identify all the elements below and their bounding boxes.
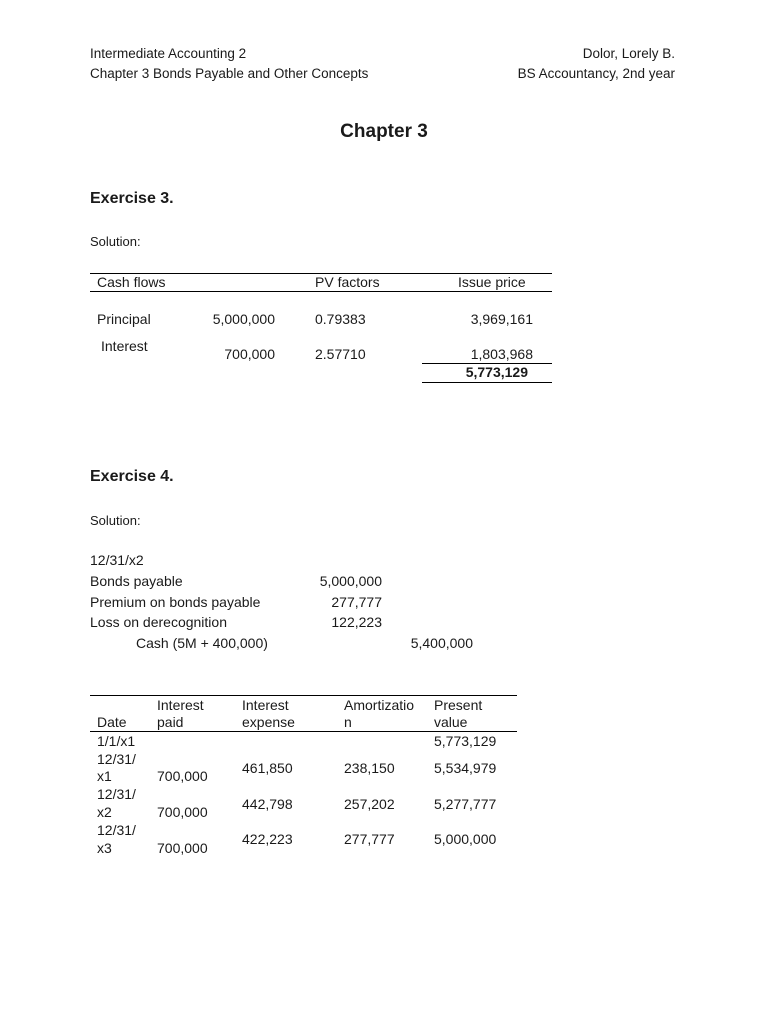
col-header-interest-expense-2: expense <box>242 714 295 730</box>
table-row-present-value: 5,277,777 <box>434 796 497 812</box>
table-row-amortization: 257,202 <box>344 796 395 812</box>
col-header-cash-flows: Cash flows <box>97 274 166 290</box>
table-row-amortization: 277,777 <box>344 831 395 847</box>
table-row-date-line2: x1 <box>97 768 112 784</box>
col-header-amortization-2: n <box>344 714 352 730</box>
table-row-date-line1: 12/31/ <box>97 786 136 802</box>
row-interest-factor: 2.57710 <box>315 346 366 362</box>
row-principal-label: Principal <box>97 311 151 327</box>
amort-table-header-rule <box>90 731 517 732</box>
exercise3-heading: Exercise 3. <box>90 190 174 207</box>
col-header-interest-paid-2: paid <box>157 714 184 730</box>
entry-debit-premium: 277,777 <box>331 594 382 610</box>
table-row-date-line1: 12/31/ <box>97 751 136 767</box>
col-header-pv-factors: PV factors <box>315 274 380 290</box>
exercise4-heading: Exercise 4. <box>90 468 174 485</box>
entry-account-bonds-payable: Bonds payable <box>90 573 183 589</box>
exercise4-solution-label: Solution: <box>90 513 141 528</box>
table-row-date-line1: 12/31/ <box>97 822 136 838</box>
table-row-interest-paid: 700,000 <box>157 804 208 820</box>
col-header-interest-expense-1: Interest <box>242 697 289 713</box>
entry-account-loss: Loss on derecognition <box>90 614 227 630</box>
table-row-interest-paid: 700,000 <box>157 768 208 784</box>
header-chapter: Chapter 3 Bonds Payable and Other Concepts <box>90 66 369 81</box>
total-bottom-rule <box>422 382 552 383</box>
col-header-date: Date <box>97 714 127 730</box>
row-principal-price: 3,969,161 <box>470 311 533 327</box>
row-interest-amount: 700,000 <box>224 346 275 362</box>
col-header-interest-paid-1: Interest <box>157 697 204 713</box>
row-principal-factor: 0.79383 <box>315 311 366 327</box>
col-header-present-value-2: value <box>434 714 468 730</box>
table-row-amortization: 238,150 <box>344 760 395 776</box>
row-interest-price: 1,803,968 <box>470 346 533 362</box>
header-program: BS Accountancy, 2nd year <box>517 66 675 81</box>
header-author: Dolor, Lorely B. <box>582 46 675 61</box>
amort-table-top-rule <box>90 695 517 696</box>
table-row-date-line2: x3 <box>97 840 112 856</box>
table-row-present-value: 5,000,000 <box>434 831 497 847</box>
table-row-present-value: 5,773,129 <box>434 733 497 749</box>
table-row-date-line2: x2 <box>97 804 112 820</box>
table-row-interest-expense: 422,223 <box>242 831 293 847</box>
table-header-rule <box>90 291 552 292</box>
issue-price-total: 5,773,129 <box>465 364 528 380</box>
col-header-issue-price: Issue price <box>458 274 526 290</box>
row-interest-label: Interest <box>101 338 148 354</box>
entry-credit-amount: 5,400,000 <box>410 635 473 651</box>
table-row-interest-expense: 461,850 <box>242 760 293 776</box>
table-row-interest-paid: 700,000 <box>157 840 208 856</box>
entry-debit-bonds-payable: 5,000,000 <box>319 573 382 589</box>
table-row-date: 1/1/x1 <box>97 733 136 749</box>
entry-account-premium: Premium on bonds payable <box>90 594 261 610</box>
exercise3-solution-label: Solution: <box>90 234 141 249</box>
table-row-present-value: 5,534,979 <box>434 760 497 776</box>
col-header-present-value-1: Present <box>434 697 483 713</box>
entry-date: 12/31/x2 <box>90 552 144 568</box>
entry-debit-loss: 122,223 <box>331 614 382 630</box>
header-course: Intermediate Accounting 2 <box>90 46 247 61</box>
table-row-interest-expense: 442,798 <box>242 796 293 812</box>
col-header-amortization-1: Amortizatio <box>344 697 415 713</box>
page-title: Chapter 3 <box>340 121 428 142</box>
row-principal-amount: 5,000,000 <box>212 311 275 327</box>
entry-credit-account: Cash (5M + 400,000) <box>136 635 268 651</box>
